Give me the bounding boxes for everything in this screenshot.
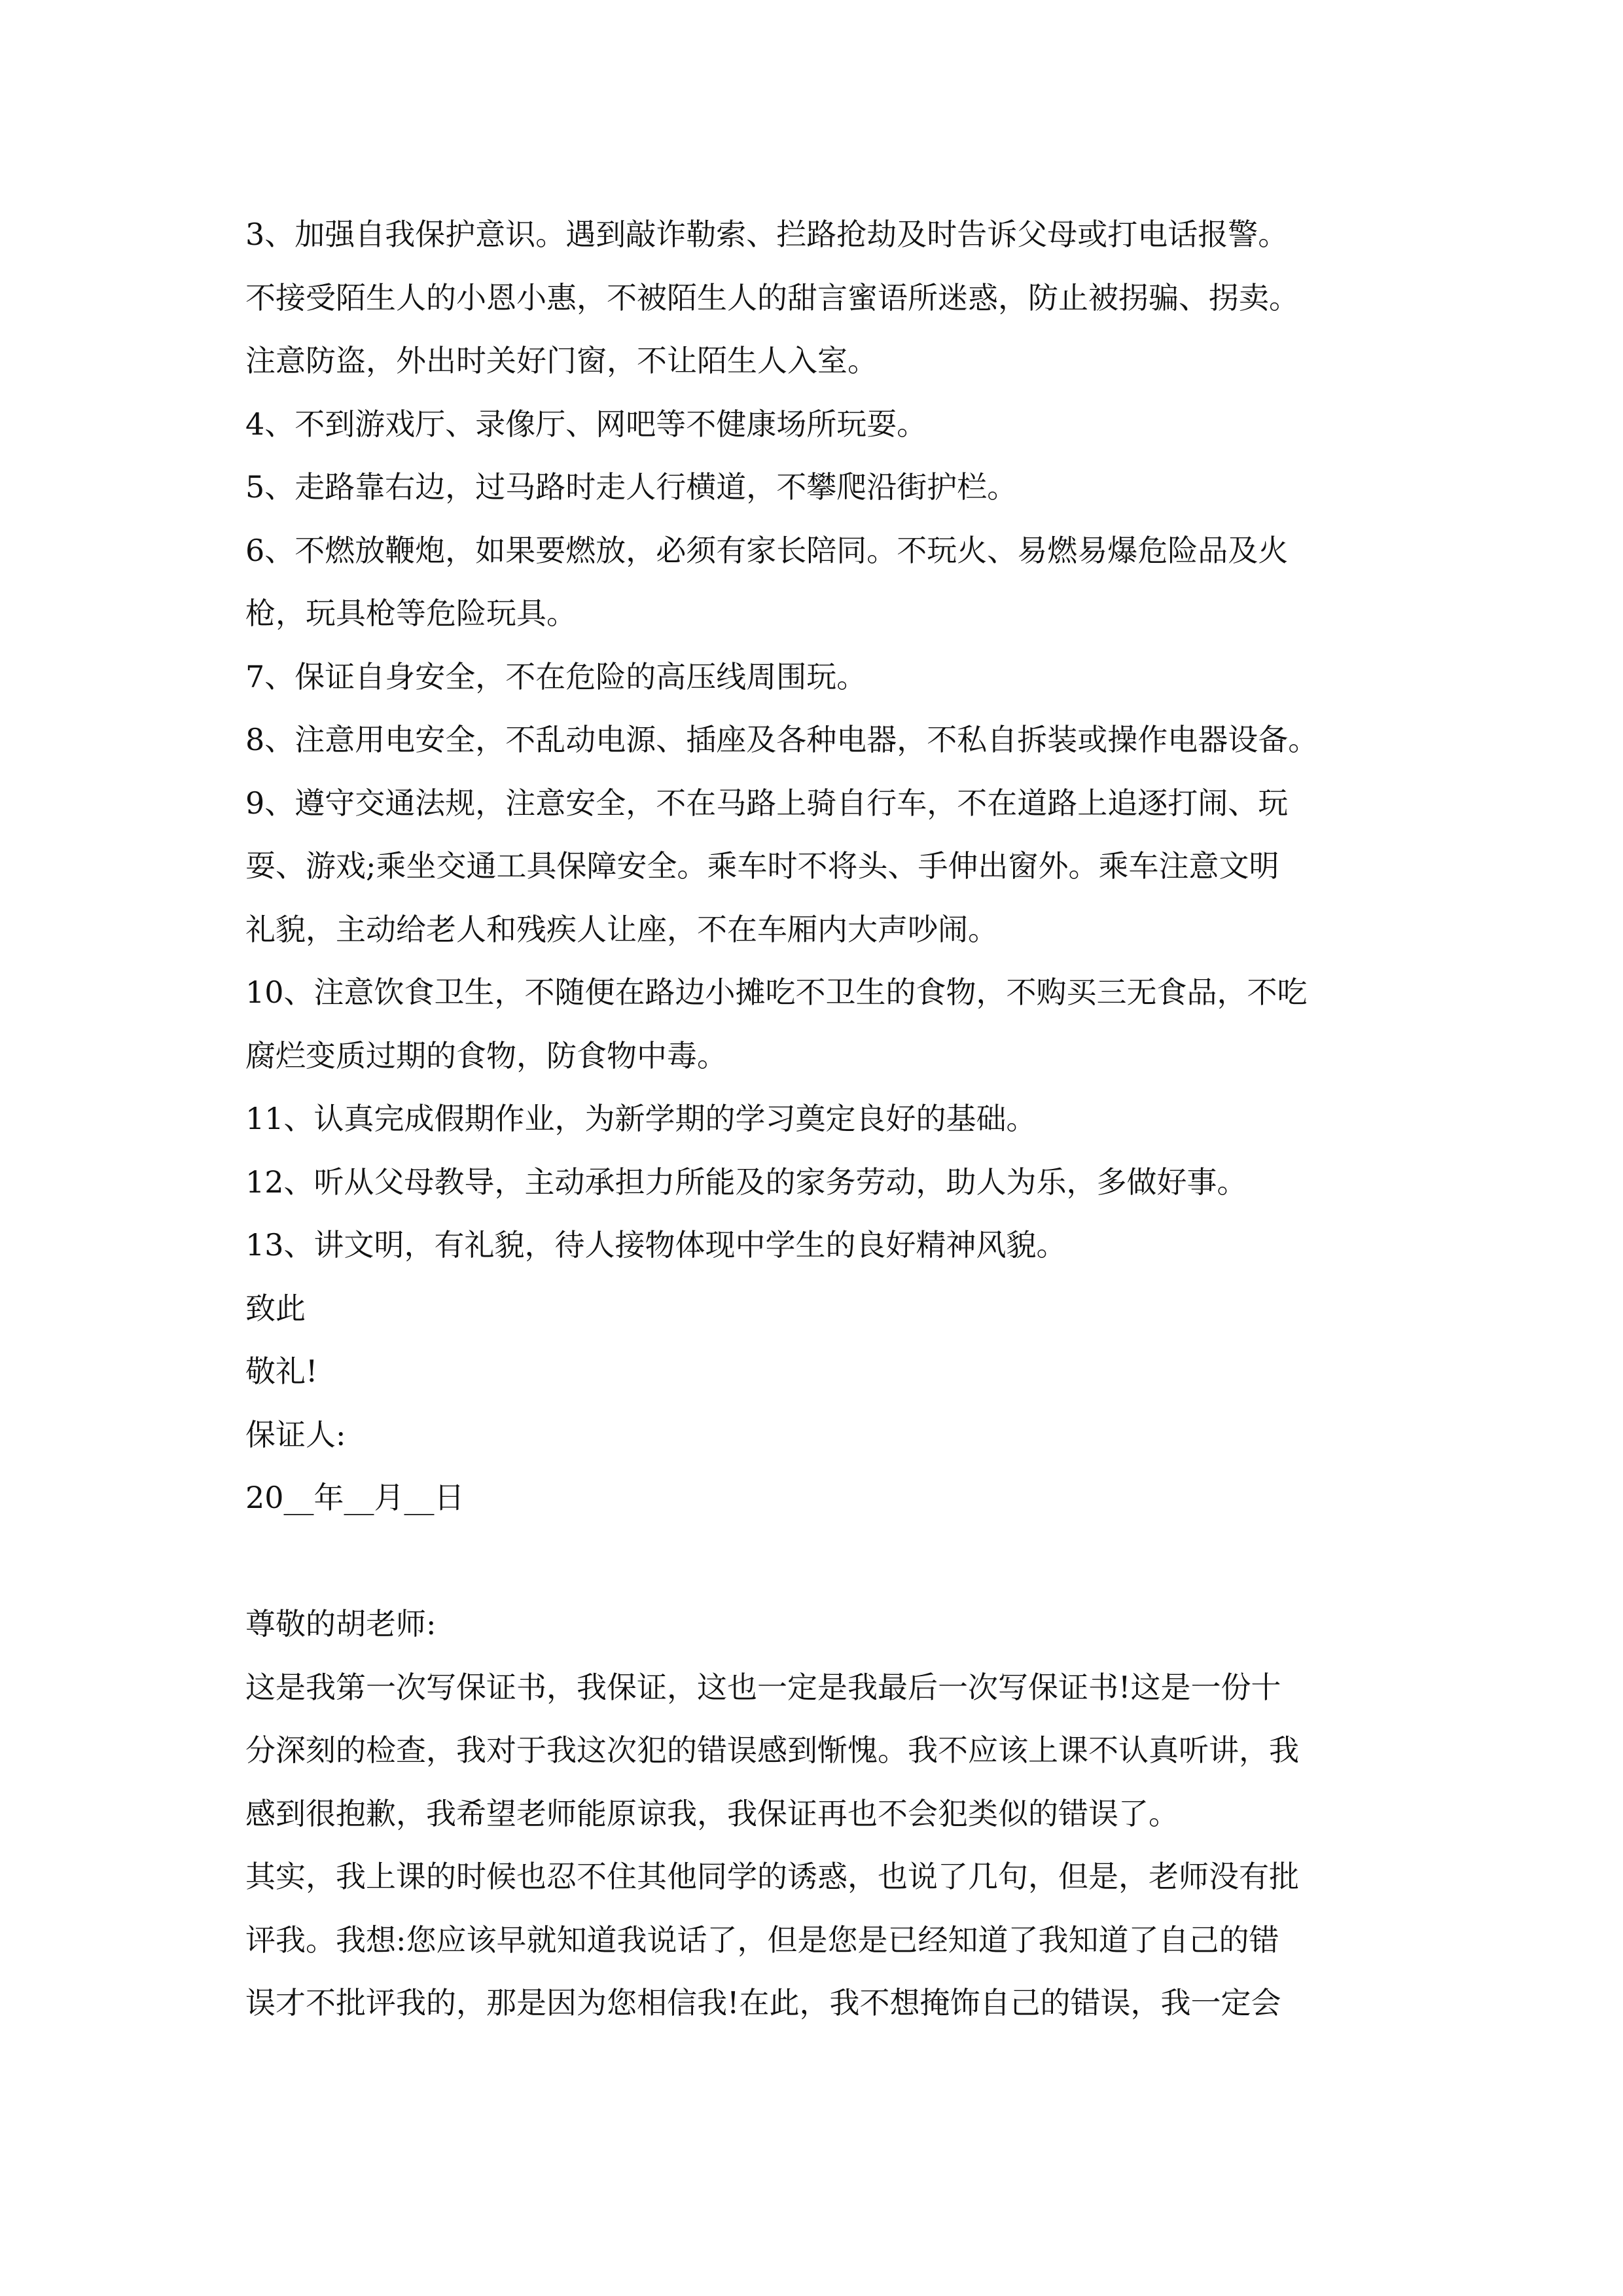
paragraph-line: 评我。我想:您应该早就知道我说话了，但是您是已经知道了我知道了自己的错 (245, 1922, 1279, 1958)
paragraph-line: 13、讲文明，有礼貌，待人接物体现中学生的良好精神风貌。 (245, 1227, 1067, 1263)
paragraph-line: 10、注意饮食卫生，不随便在路边小摊吃不卫生的食物，不购买三无食品，不吃 (245, 975, 1308, 1010)
paragraph-line: 注意防盗，外出时关好门窗，不让陌生人入室。 (245, 343, 878, 378)
paragraph-line: 9、遵守交通法规，注意安全，不在马路上骑自行车，不在道路上追逐打闹、玩 (245, 785, 1289, 821)
paragraph-line: 这是我第一次写保证书，我保证，这也一定是我最后一次写保证书!这是一份十 (245, 1669, 1281, 1705)
closing-line: 致此 (245, 1290, 306, 1326)
paragraph-line: 耍、游戏;乘坐交通工具保障安全。乘车时不将头、手伸出窗外。乘车注意文明 (245, 848, 1279, 884)
paragraph-line: 4、不到游戏厅、录像厅、网吧等不健康场所玩耍。 (245, 406, 927, 442)
greeting-line: 尊敬的胡老师: (245, 1606, 437, 1641)
document-body (245, 203, 1410, 2035)
paragraph-line: 分深刻的检查，我对于我这次犯的错误感到惭愧。我不应该上课不认真听讲，我 (245, 1732, 1299, 1768)
paragraph-line: 7、保证自身安全，不在危险的高压线周围玩。 (245, 658, 867, 694)
signature-label: 保证人: (245, 1416, 346, 1452)
paragraph-line: 误才不批评我的，那是因为您相信我!在此，我不想掩饰自己的错误，我一定会 (245, 1985, 1281, 2020)
paragraph-line: 不接受陌生人的小恩小惠，不被陌生人的甜言蜜语所迷惑，防止被拐骗、拐卖。 (245, 279, 1299, 315)
paragraph-line: 5、走路靠右边，过马路时走人行横道，不攀爬沿街护栏。 (245, 469, 1018, 505)
salutation-line: 敬礼! (245, 1354, 318, 1389)
section-divider (245, 1530, 1410, 1593)
paragraph-line: 8、注意用电安全，不乱动电源、插座及各种电器，不私自拆装或操作电器设备。 (245, 722, 1319, 757)
paragraph-line: 12、听从父母教导，主动承担力所能及的家务劳动，助人为乐，多做好事。 (245, 1164, 1247, 1200)
date-line: 20__年__月__日 (245, 1480, 465, 1515)
paragraph-line: 3、加强自我保护意识。遇到敲诈勒索、拦路抢劫及时告诉父母或打电话报警。 (245, 217, 1289, 252)
paragraph-line: 其实，我上课的时候也忍不住其他同学的诱惑，也说了几句，但是，老师没有批 (245, 1859, 1299, 1894)
paragraph-line: 腐烂变质过期的食物，防食物中毒。 (245, 1037, 727, 1073)
paragraph-line: 感到很抱歉，我希望老师能原谅我，我保证再也不会犯类似的错误了。 (245, 1795, 1179, 1831)
paragraph-line: 11、认真完成假期作业，为新学期的学习奠定良好的基础。 (245, 1101, 1037, 1136)
paragraph-line: 枪，玩具枪等危险玩具。 (245, 596, 577, 631)
paragraph-line: 6、不燃放鞭炮，如果要燃放，必须有家长陪同。不玩火、易燃易爆危险品及火 (245, 532, 1289, 568)
paragraph-line: 礼貌，主动给老人和残疾人让座，不在车厢内大声吵闹。 (245, 911, 998, 947)
